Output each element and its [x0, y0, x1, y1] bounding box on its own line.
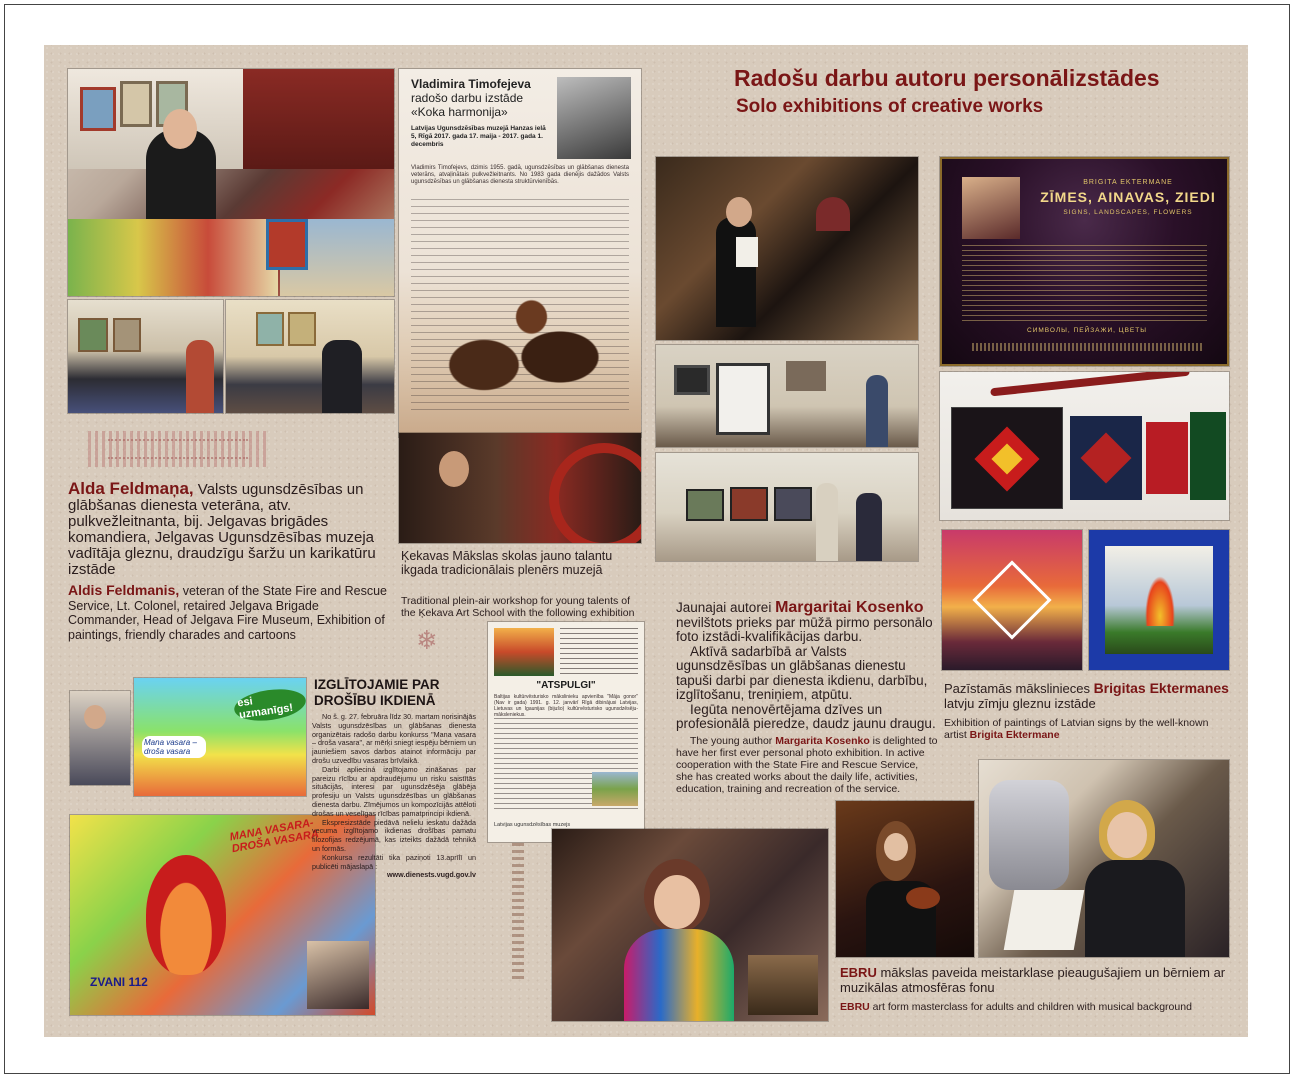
izglitojamie-body: [312, 713, 476, 880]
kosenko-lv-pre: Jaunajai autorei: [676, 600, 776, 615]
feldmanis-text-lv: [68, 481, 390, 578]
ektermane-poster-subtitle: SIGNS, LANDSCAPES, FLOWERS: [1063, 209, 1193, 216]
kosenko-lv-p2: Aktīvā sadarbībā ar Valsts ugunsdzēsības un glābšanas dienestu tapuši darbi par dienesta ikdienu, darbību, izglītošanu, treniņiem, atpūtu.: [676, 643, 928, 702]
ebru-en-name: EBRU: [840, 1001, 870, 1013]
ektermane-lv-name: Brigitas Ektermanes: [1093, 680, 1229, 696]
sculpture-figures: [427, 269, 617, 429]
poster-koka-harmonija: [399, 69, 641, 437]
kekava-text-en: Traditional plein-air workshop for young talents of the Ķekava Art School with the following exhibition: [401, 595, 635, 619]
ektermane-poster-title: ZĪMES, AINAVAS, ZIEDI: [1040, 189, 1216, 205]
izglitojamie-url[interactable]: www.dienests.vugd.gov.lv: [386, 870, 476, 880]
kosenko-text-en: [676, 735, 938, 795]
kosenko-lv-name: Margaritai Kosenko: [775, 599, 924, 616]
drawing-text-zvani: ZVANI 112: [90, 975, 148, 989]
feldmanis-name-lv: Alda Feldmaņa,: [68, 479, 194, 498]
poster-timofejev-body: Vladimirs Timofejevs, dzimis 1955. gadā, ugunsdzēsības un glābšanas dienesta veterāns, atvaļinātais pulkvežleitnants. No 1983 gada dienējis dažādos Valsts ugunsdzēsības un glābšanas dienesta struktūrvienībās.: [411, 165, 629, 185]
poster-timofejev-name: Vladimira Timofejeva: [411, 77, 531, 91]
photo-timofejev-portrait: [557, 77, 631, 159]
photo-feldmanis-visitors-1: [68, 300, 223, 413]
photo-kosenko-exhibition-1: [656, 345, 918, 447]
feldmanis-name-en: Aldis Feldmanis,: [68, 582, 180, 598]
ektermane-poster-subtitle-ru: СИМВОЛЫ, ПЕЙЗАЖИ, ЦВЕТЫ: [1027, 327, 1147, 334]
feldmanis-text-en: [68, 583, 390, 642]
kekava-text-lv: Ķekavas Mākslas skolas jauno talantu ikgada tradicionālais plenērs muzejā: [401, 549, 613, 577]
ebru-en-rest: art form masterclass for adults and children with musical background: [869, 1001, 1192, 1013]
poster-zimes-ainavas-ziedi: [940, 157, 1229, 366]
photo-ektermane-landscape: [942, 530, 1082, 670]
ektermane-lv-rest: latvju zīmju gleznu izstāde: [944, 696, 1096, 711]
photo-ektermane-paintings: [940, 372, 1229, 520]
feldmanis-desc-lv: Valsts ugunsdzēsības un glābšanas dienesta veterāna, atv. pulkvežleitnanta, bij. Jelgavas brigādes komandiera, Jelgavas Ugunsdzēsības muzeja vadītāja gleznu, draudzīgu šaržu un karikatūru izstāde: [68, 481, 376, 578]
photo-ebru-violinist: [836, 801, 974, 957]
ektermane-en-name: Brigita Ektermane: [969, 729, 1060, 741]
poster-timofejev-line3: «Koka harmonija»: [411, 105, 508, 119]
drawing-text-mana-vasara-big: MANA VASARA- DROŠA VASARA: [228, 816, 320, 856]
izglitojamie-p2: Darbi aplieciná izglītojamo zināšanas par pareizu rīcību ar apdraudējumu un risku saistītās situācijās, interesi par ugunsdzēsēja glābēja profesiju un Valsts ugunsdzēsības un glābšanas dienesta darbu. Zīmējumos un kompozīcijās attēloti drošas un veselīgas rīcības pamatprincipi ikdienā.: [312, 764, 476, 818]
header-title-en: Solo exhibitions of creative works: [736, 96, 1044, 117]
kosenko-en-name: Margarita Kosenko: [775, 735, 870, 747]
photo-ektermane-portrait: [962, 177, 1020, 239]
feldmanis-desc-en: veteran of the State Fire and Rescue Service, Lt. Colonel, retaired Jelgava Brigade Commander, Head of Jelgava Fire Museum, Exhibition of paintings, friendly charades and cartoons: [68, 584, 388, 642]
ektermane-poster-footer: [972, 343, 1202, 351]
photo-feldmanis-gallery: [68, 69, 394, 296]
drawing-esi-uzmanigs: [134, 678, 306, 796]
ektermane-lv-pre: Pazīstamās mākslinieces: [944, 681, 1094, 696]
poster-timofejev-subtitle: Latvijas Ugunsdzēsības muzejā Hanzas ielā 5, Rīgā 2017. gada 17. maija - 2017. gada 1. decembris: [411, 125, 546, 148]
poster-timofejev-line2: radošo darbu izstāde: [411, 91, 524, 105]
drawing-text-mana-vasara: Mana vasara – droša vasara: [142, 736, 206, 758]
atspulgi-header-lines: [560, 628, 638, 674]
photo-kekava-plein-air: [399, 433, 641, 543]
ektermane-text-lv: [944, 681, 1234, 711]
photo-ebru-painting-woman: [979, 760, 1229, 957]
snowflake-ornament: ❄: [416, 625, 438, 655]
kosenko-lv-p3: Iegūta nenovērtējama dzīves un profesionālā pieredze, daudz jaunu draugu.: [676, 701, 936, 731]
header-title-lv: Radošu darbu autoru personālizstādes: [734, 65, 1160, 91]
photo-ektermane-bonfire: [1089, 530, 1229, 670]
photo-kosenko-award: [656, 157, 918, 340]
photo-child-drawing: [70, 691, 130, 785]
ebru-lv-name: EBRU: [840, 965, 877, 980]
ektermane-poster-author: BRIGITA EKTERMANE: [1083, 179, 1173, 186]
izglitojamie-title: IZGLĪTOJAMIE PAR DROŠĪBU IKDIENĀ: [314, 677, 440, 708]
drawing-text-esi-uzmanigs: esi uzmanīgs!: [232, 685, 306, 725]
ebru-text-lv: [840, 965, 1240, 995]
izglitojamie-p1: No š. g. 27. februāra līdz 30. martam norisinājās Valsts ugunsdzēsības un glābšanas dienesta organizētais radošo darbu konkurss "Mana vasara – droša vasara", ar mērķi sniegt iespēju bērniem un jauniešiem savos darbos atainot informāciju par drošu uzvedību vasaras brīvlaikā.: [312, 712, 476, 765]
ektermane-en-pre: Exhibition of paintings of Latvian signs by the well-known artist: [944, 717, 1209, 741]
poster-board: [44, 45, 1248, 1037]
atspulgi-footer: Latvijas ugunsdzēsības muzejs: [494, 822, 571, 828]
ebru-text-en: [840, 1001, 1240, 1013]
izglitojamie-p3: Ekspresizstāde piedāvā nelielu ieskatu dažāda vecuma izglītojamo ikdienas drošības pamatu filozofijas redzējumā, kas izteikts dažādā tehnikā un formās.: [312, 817, 476, 853]
kosenko-lv-rest: nevilštots prieks par mūžā pirmo personālo foto izstādi-kvalifikācijas darbu.: [676, 614, 933, 644]
atspulgi-small-painting: [592, 772, 638, 806]
izglitojamie-p4: Konkursa rezultāti tika paziņoti 13.aprīlī un publicēti mājaslapā :: [312, 852, 476, 871]
atspulgi-painting: [494, 628, 554, 676]
photo-kosenko-exhibition-2: [656, 453, 918, 561]
ebru-lv-rest: mākslas paveida meistarklase pieaugušajiem un bērniem ar muzikālas atmosfēras fonu: [840, 965, 1226, 995]
photo-feldmanis-visitors-2: [226, 300, 394, 413]
atspulgi-title: "ATSPULGI": [536, 680, 596, 691]
poster-atspulgi: [488, 622, 644, 842]
photo-ebru-child: [552, 829, 828, 1021]
decorative-ornament: [88, 431, 268, 467]
atspulgi-body: Baltijas kultūrvēsturisko mākslinieku apvienība "Māja gonor" (Nav ir gada) 1991. g. 12. janvārī Rīgā dibinājusi Latvijas, Lietuvas un Igaunijas (bijušo) kultūrvēsturisko ugunsdzēsēju-māksleniekus.: [494, 694, 638, 718]
ektermane-poster-body: [962, 245, 1207, 323]
kosenko-text-lv: [676, 601, 938, 732]
photo-girl-drawing: [307, 941, 369, 1009]
kosenko-en-rest: is delighted to have her first ever personal photo exhibition. In active cooperation with the State Fire and Rescue Service, she has created works about the daily life, activities, education, training and recreation of the service.: [676, 735, 938, 795]
ektermane-text-en: [944, 717, 1234, 741]
kosenko-en-pre: The young author: [690, 735, 776, 747]
vertical-ornament: [512, 843, 524, 983]
